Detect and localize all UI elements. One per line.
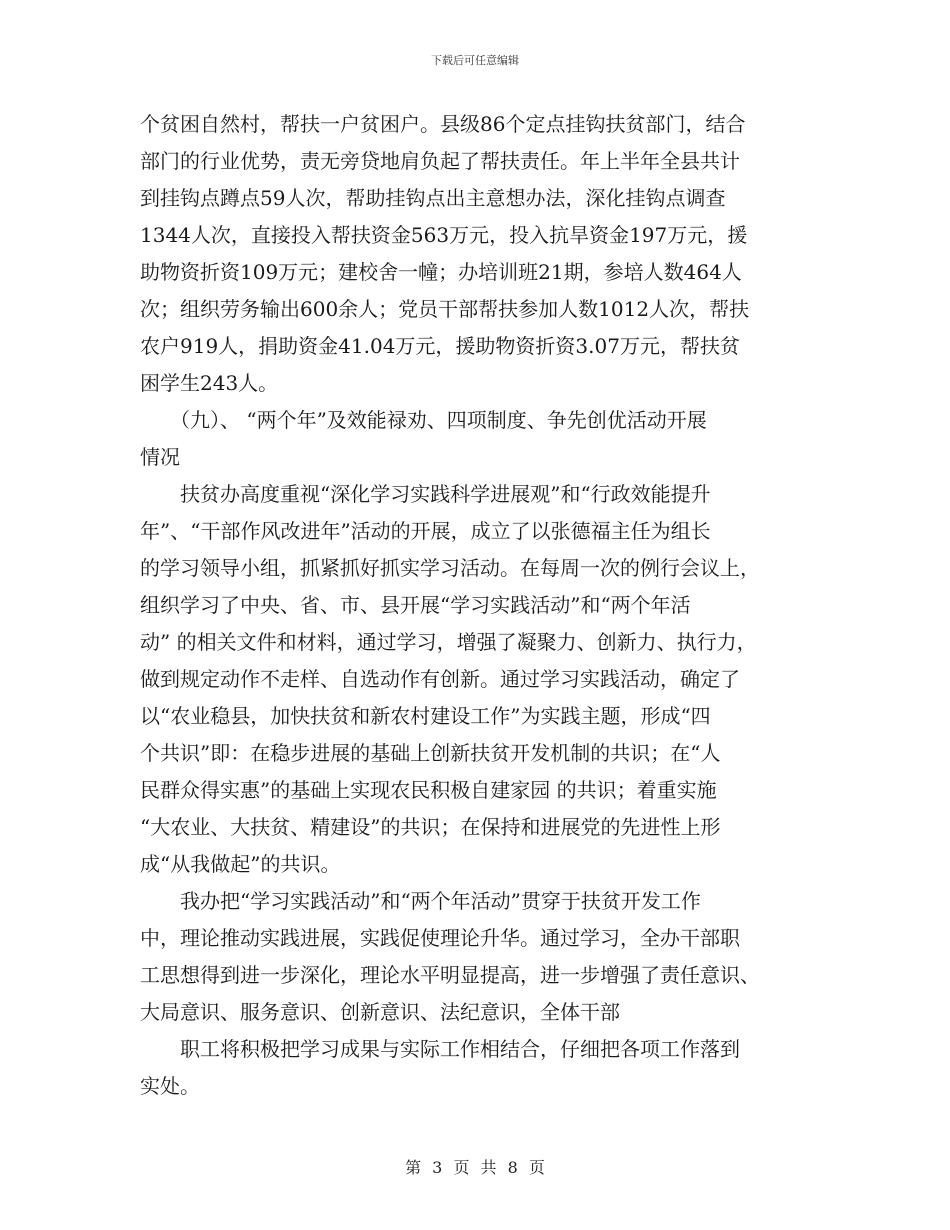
text-line: 工思想得到进一步深化，理论水平明显提高，进一步增强了责任意识、: [140, 963, 760, 987]
text-line: 困学生243人。: [140, 371, 279, 395]
text-line: 1344人次，直接投入帮扶资金563万元，投入抗旱资金197万元，援: [140, 223, 748, 247]
text-line: 次；组织劳务输出600余人；党员干部帮扶参加人数1012人次，帮扶: [140, 297, 750, 321]
text-line: 到挂钩点蹲点59人次，帮助挂钩点出主意想办法，深化挂钩点调查: [140, 186, 726, 210]
text-line: “大农业、大扶贫、精建设”的共识；在保持和进展党的先进性上形: [140, 815, 721, 839]
text-line: 以“农业稳县，加快扶贫和新农村建设工作”为实践主题，形成“四: [140, 704, 711, 728]
text-line: 个贫困自然村，帮扶一户贫困户。县级86个定点挂钩扶贫部门，结合: [140, 112, 746, 136]
section-heading-line: （九）、 “两个年”及效能禄劝、四项制度、争先创优活动开展: [140, 408, 707, 432]
text-line: 动” 的相关文件和材料，通过学习，增强了凝聚力、创新力、执行力，: [140, 630, 757, 654]
text-line: 个共识”即：在稳步进展的基础上创新扶贫开发机制的共识；在“人: [140, 741, 721, 765]
text-line: 实处。: [140, 1074, 200, 1098]
text-line: 职工将积极把学习成果与实际工作相结合，仔细把各项工作落到: [140, 1037, 740, 1061]
text-line: 部门的行业优势，责无旁贷地肩负起了帮扶责任。年上半年全县共计: [140, 149, 740, 173]
text-line: 扶贫办高度重视“深化学习实践科学进展观”和“行政效能提升: [140, 482, 711, 506]
text-line: 民群众得实惠”的基础上实现农民积极自建家园 的共识；着重实施: [140, 778, 717, 802]
page-header: 下载后可任意编辑: [431, 54, 519, 67]
text-line: 大局意识、服务意识、创新意识、法纪意识，全体干部: [140, 1000, 620, 1024]
text-line: 组织学习了中央、省、市、县开展“学习实践活动”和“两个年活: [140, 593, 691, 617]
text-line: 成“从我做起”的共识。: [140, 852, 341, 876]
text-line: 我办把“学习实践活动”和“两个年活动”贯穿于扶贫开发工作: [140, 889, 701, 913]
document-body: [140, 106, 820, 1105]
text-line: 做到规定动作不走样、自选动作有创新。通过学习实践活动，确定了: [140, 667, 740, 691]
page-number-footer: 第 3 页 共 8 页: [405, 1158, 545, 1177]
text-line: 中，理论推动实践进展，实践促使理论升华。通过学习，全办干部职: [140, 926, 740, 950]
text-line: 的学习领导小组，抓紧抓好抓实学习活动。在每周一次的例行会议上，: [140, 556, 760, 580]
section-heading-line: 情况: [140, 445, 180, 469]
text-line: 农户919人，捐助资金41.04万元，援助物资折资3.07万元，帮扶贫: [140, 334, 740, 358]
text-line: 助物资折资109万元；建校舍一幢；办培训班21期，参培人数464人: [140, 260, 742, 284]
text-line: 年”、“干部作风改进年”活动的开展，成立了以张德福主任为组长: [140, 519, 711, 543]
